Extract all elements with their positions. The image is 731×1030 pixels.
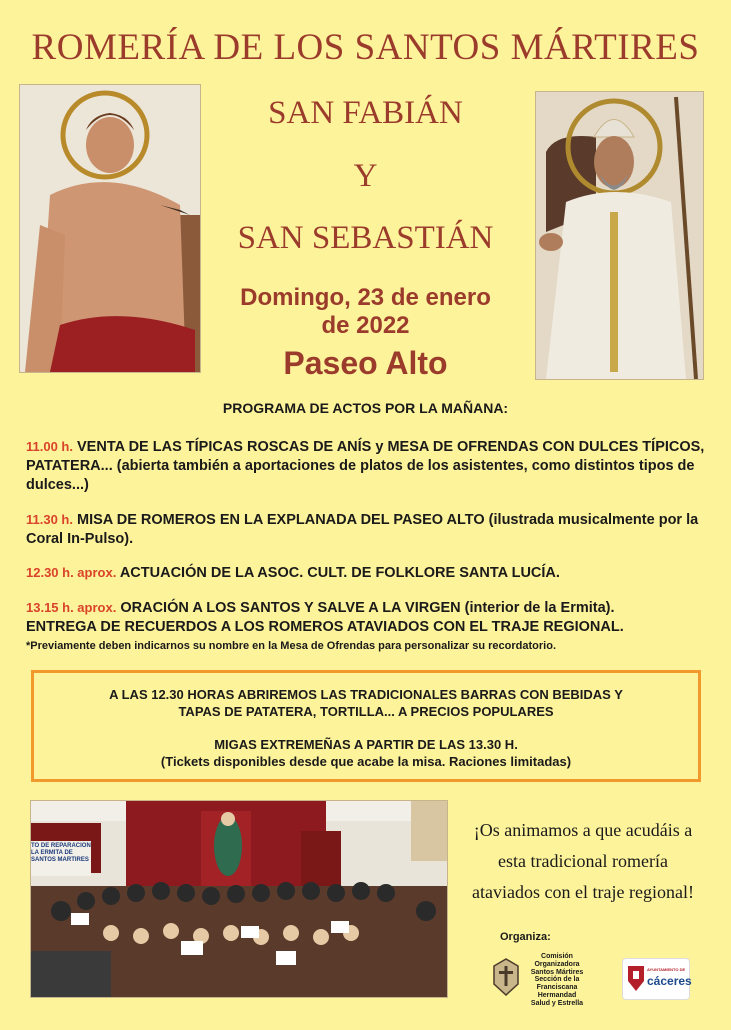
- event-place: Paseo Alto: [283, 345, 448, 381]
- hermandad-emblem-icon: [492, 958, 520, 996]
- org-comision-line-2: Santos Mártires: [530, 969, 584, 976]
- program-item-2: [26, 510, 716, 549]
- info-box: [31, 670, 701, 782]
- org-seccion: [521, 976, 593, 1008]
- invitation-line-2: esta tradicional romería: [498, 851, 668, 871]
- group-photo: [30, 800, 448, 998]
- program-item-1: [26, 437, 716, 495]
- san-sebastian-image: [19, 84, 201, 373]
- program-item-1-text: VENTA DE LAS TÍPICAS ROSCAS DE ANÍS y MESA DE OFRENDAS CON DULCES TÍPICOS, PATATERA... (abierta también a aportaciones de platos de los asistentes, como distintos tipos de dulces...): [26, 439, 705, 493]
- program-item-1-time: 11.00 h.: [26, 439, 73, 454]
- saint-fabian: SAN FABIÁN: [268, 95, 463, 131]
- photo-sign: TO DE REPARACION LA ERMITA DE SANTOS MARTIRES: [31, 843, 91, 863]
- program-item-2-text: MISA DE ROMEROS EN LA EXPLANADA DEL PASEO ALTO (ilustrada musicalmente por la Coral In-Pulso).: [26, 512, 699, 547]
- program-item-3: [26, 563, 716, 583]
- san-sebastian-statue: [20, 85, 200, 372]
- org-comision-line-1: Comisión Organizadora: [534, 953, 580, 968]
- box-line-1: A LAS 12.30 HORAS ABRIREMOS LAS TRADICIONALES BARRAS CON BEBIDAS Y: [109, 687, 623, 702]
- program-item-2-time: 11.30 h.: [26, 512, 73, 527]
- poster-title: ROMERÍA DE LOS SANTOS MÁRTIRES: [31, 27, 700, 68]
- org-seccion-line-2: Franciscana: [536, 984, 578, 991]
- org-comision: [521, 953, 593, 977]
- program-item-4: [26, 598, 716, 656]
- caceres-logo: [622, 958, 690, 1000]
- box-line-3: MIGAS EXTREMEÑAS A PARTIR DE LAS 13.30 H.: [214, 737, 518, 752]
- san-fabian-statue: [536, 92, 703, 379]
- caceres-logo-small: AYUNTAMIENTO DE: [647, 967, 686, 972]
- org-seccion-line-4: Salud y Estrella: [530, 1000, 584, 1007]
- program-item-4-time: 13.15 h. aprox.: [26, 600, 117, 615]
- date-line-2: de 2022: [321, 312, 410, 339]
- group-photo-scene: [31, 801, 447, 997]
- invitation-line-3: ataviados con el traje regional!: [472, 882, 694, 902]
- box-line-4: (Tickets disponibles desde que acabe la misa. Raciones limitadas): [160, 754, 572, 769]
- saint-sebastian: SAN SEBASTIÁN: [237, 220, 494, 256]
- program-item-4-text: ORACIÓN A LOS SANTOS Y SALVE A LA VIRGEN (interior de la Ermita).: [120, 600, 615, 616]
- event-date: [150, 284, 581, 340]
- program-item-3-text: ACTUACIÓN DE LA ASOC. CULT. DE FOLKLORE SANTA LUCÍA.: [119, 565, 560, 581]
- org-seccion-line-3: Hermandad: [537, 992, 577, 999]
- and-word: Y: [353, 158, 378, 194]
- caceres-shield-icon: [627, 965, 645, 991]
- program-item-4-note: *Previamente deben indicarnos su nombre en la Mesa de Ofrendas para personalizar su recordatorio.: [26, 640, 557, 652]
- date-line-1: Domingo, 23 de enero: [240, 284, 491, 311]
- invitation-line-1: ¡Os animamos a que acudáis a: [473, 820, 693, 840]
- san-fabian-image: [535, 91, 704, 380]
- program-item-3-time: 12.30 h. aprox.: [26, 565, 117, 580]
- program-heading: PROGRAMA DE ACTOS POR LA MAÑANA:: [222, 400, 509, 416]
- caceres-logo-name: cáceres: [647, 974, 692, 988]
- org-seccion-line-1: Sección de la: [534, 976, 580, 983]
- program-item-4-text2: ENTREGA DE RECUERDOS A LOS ROMEROS ATAVIADOS CON EL TRAJE REGIONAL.: [26, 619, 624, 635]
- box-line-2: TAPAS DE PATATERA, TORTILLA... A PRECIOS POPULARES: [178, 704, 554, 719]
- invitation-text: [458, 815, 708, 908]
- organiza-label: Organiza:: [500, 931, 551, 943]
